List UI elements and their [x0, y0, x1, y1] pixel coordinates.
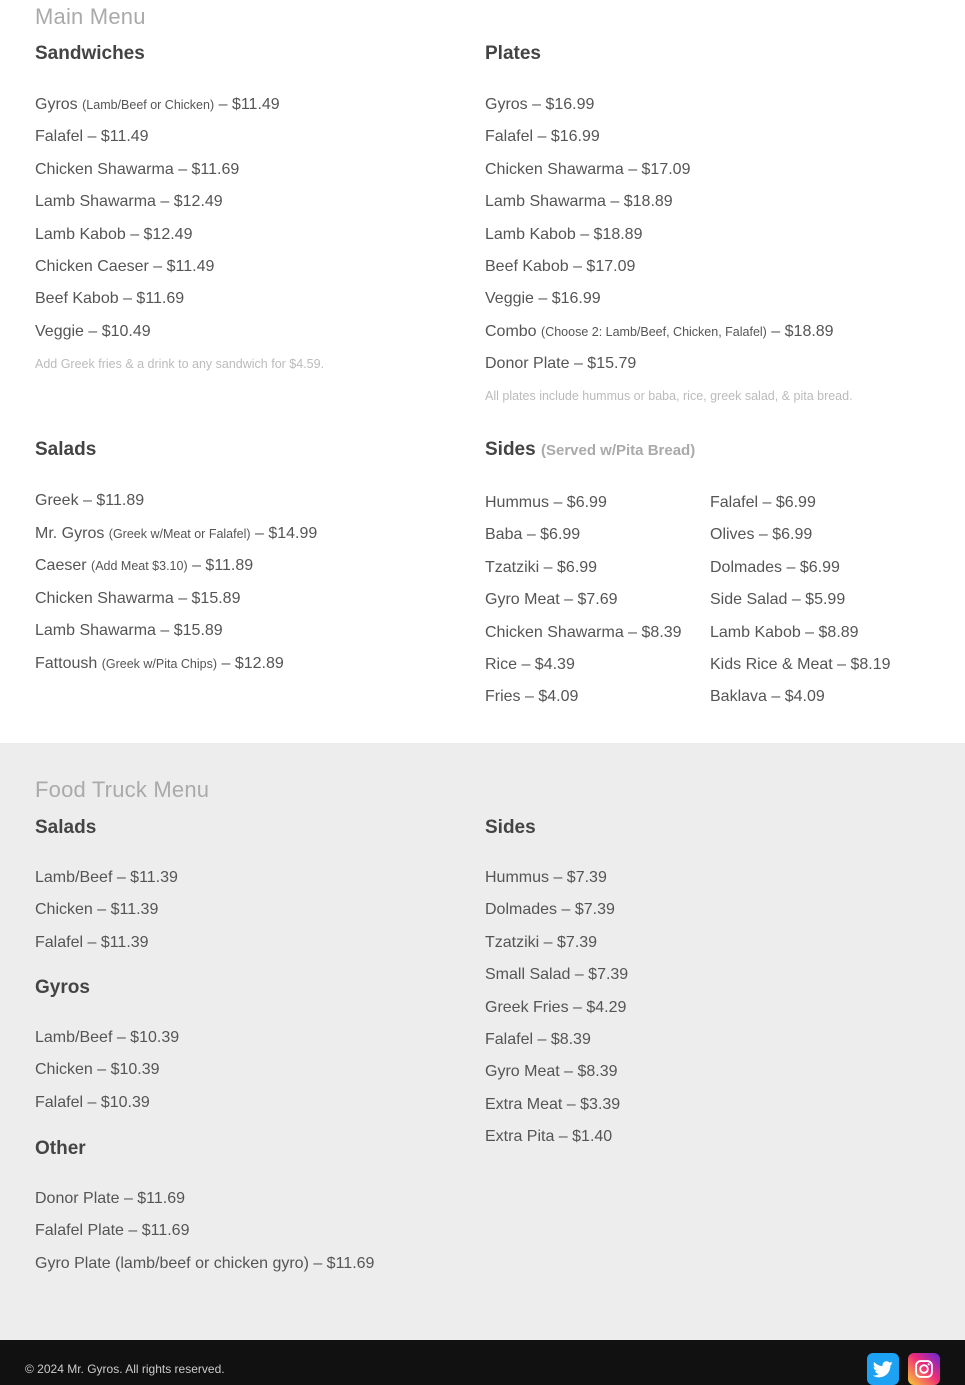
menu-item-price: – $11.49	[87, 128, 149, 146]
menu-item: Small Salad – $7.39	[485, 966, 629, 984]
plates-list	[485, 89, 834, 381]
menu-item-name: Lamb Shawarma	[35, 193, 156, 211]
plates-heading: Plates	[485, 43, 541, 64]
menu-item	[35, 219, 280, 251]
menu-item-price: – $11.49	[218, 96, 280, 113]
menu-item-price: – $14.99	[254, 524, 318, 542]
menu-item: Olives – $6.99	[710, 526, 813, 544]
menu-item-price: – $18.89	[610, 193, 673, 211]
menu-item: Gyro Meat – $8.39	[485, 1063, 618, 1081]
menu-item-name: Beef Kabob	[485, 258, 569, 276]
menu-item-price: – $15.79	[573, 355, 637, 373]
menu-item-name: Caeser	[35, 557, 87, 575]
menu-item-name: Veggie	[35, 322, 84, 340]
menu-item-price: – $16.99	[537, 128, 600, 146]
menu-item: Gyro Meat – $7.69	[485, 591, 618, 609]
menu-item-price: – $17.09	[628, 160, 691, 178]
menu-item	[485, 283, 834, 315]
menu-item	[35, 283, 280, 315]
menu-item: Hummus – $7.39	[485, 869, 607, 886]
menu-item	[35, 583, 317, 616]
sides-title: Sides	[485, 439, 536, 460]
menu-item-price: – $17.09	[573, 258, 636, 276]
menu-item	[485, 348, 834, 380]
menu-item-detail: (Greek w/Pita Chips)	[101, 656, 218, 671]
menu-item: Fries – $4.09	[485, 688, 579, 706]
menu-item: Falafel – $10.39	[35, 1093, 150, 1111]
truck-gyros-heading: Gyros	[35, 977, 90, 998]
truck-gyros-list	[35, 1022, 179, 1119]
menu-item-name: Lamb Shawarma	[35, 622, 156, 640]
menu-item-name: Fattoush	[35, 654, 98, 672]
truck-sides-heading: Sides	[485, 817, 536, 838]
truck-salads-list	[35, 862, 178, 959]
menu-item-name: Gyros	[485, 96, 528, 113]
menu-item	[485, 89, 834, 121]
menu-item: Falafel Plate – $11.69	[35, 1222, 190, 1240]
truck-other-heading: Other	[35, 1138, 86, 1159]
menu-item	[35, 550, 317, 583]
menu-item: Rice – $4.39	[485, 656, 575, 674]
menu-item-price: – $11.69	[123, 290, 185, 308]
menu-item	[35, 121, 280, 153]
menu-item: Baba – $6.99	[485, 526, 581, 544]
menu-item: Extra Meat – $3.39	[485, 1095, 621, 1113]
menu-item: Extra Pita – $1.40	[485, 1128, 613, 1146]
menu-item-price: – $11.49	[153, 258, 215, 276]
menu-item	[35, 648, 317, 681]
footer	[0, 1340, 965, 1385]
menu-item-name: Lamb Kabob	[485, 225, 576, 243]
menu-item: Dolmades – $6.99	[710, 558, 840, 576]
menu-item-price: – $12.49	[130, 225, 193, 243]
menu-item: Dolmades – $7.39	[485, 901, 615, 919]
menu-item: Gyro Plate (lamb/beef or chicken gyro) – $11.69	[35, 1254, 375, 1272]
menu-item	[485, 316, 834, 348]
menu-item	[485, 121, 834, 153]
menu-item-name: Beef Kabob	[35, 290, 119, 308]
menu-item	[35, 518, 317, 551]
sandwiches-list	[35, 89, 280, 348]
menu-item-name: Chicken Shawarma	[35, 589, 174, 607]
menu-item-detail: (Add Meat $3.10)	[91, 559, 188, 574]
menu-item: Chicken – $11.39	[35, 901, 159, 919]
salads-heading: Salads	[35, 439, 97, 460]
truck-sides-list	[485, 862, 628, 1154]
sides-heading	[485, 439, 695, 461]
menu-item-price: – $16.99	[538, 290, 601, 308]
menu-item	[35, 615, 317, 648]
menu-item: Lamb Kabob – $8.89	[710, 623, 859, 641]
menu-item	[485, 251, 834, 283]
menu-item-name: Chicken Shawarma	[485, 160, 624, 178]
menu-item-price: – $18.89	[580, 225, 643, 243]
menu-item-name: Falafel	[35, 128, 84, 146]
menu-item-price: – $11.89	[83, 492, 145, 509]
menu-item: Kids Rice & Meat – $8.19	[710, 656, 891, 674]
menu-item-price: – $12.89	[221, 654, 284, 672]
instagram-camera-glyph	[914, 1359, 934, 1379]
menu-item-name: Veggie	[485, 290, 534, 308]
truck-other-list	[35, 1183, 374, 1280]
copyright-text: © 2024 Mr. Gyros. All rights reserved.	[25, 1362, 225, 1376]
menu-item: Hummus – $6.99	[485, 494, 607, 511]
twitter-icon[interactable]	[867, 1353, 899, 1385]
menu-item: Falafel – $6.99	[710, 494, 816, 511]
food-truck-title: Food Truck Menu	[35, 777, 210, 802]
truck-salads-heading: Salads	[35, 817, 97, 838]
sides-subtitle: (Served w/Pita Bread)	[540, 442, 696, 459]
menu-item	[35, 186, 280, 218]
menu-item-name: Gyros	[35, 96, 78, 113]
menu-item: Tzatziki – $6.99	[485, 558, 598, 576]
sandwiches-note: Add Greek fries & a drink to any sandwich for $4.59.	[35, 357, 325, 371]
menu-item	[485, 154, 834, 186]
instagram-icon[interactable]	[908, 1353, 940, 1385]
plates-note: All plates include hummus or baba, rice, greek salad, & pita bread.	[485, 389, 853, 403]
menu-item-detail: (Greek w/Meat or Falafel)	[108, 526, 251, 541]
menu-item	[485, 219, 834, 251]
menu-item-price: – $11.69	[178, 160, 240, 178]
menu-item	[35, 251, 280, 283]
menu-item-detail: (Lamb/Beef or Chicken)	[82, 98, 215, 112]
menu-item-name: Donor Plate	[485, 355, 570, 373]
menu-item: Lamb/Beef – $11.39	[35, 869, 178, 886]
menu-item-name: Lamb Shawarma	[485, 193, 606, 211]
menu-item-price: – $15.89	[160, 622, 223, 640]
menu-item: Falafel – $8.39	[485, 1031, 591, 1049]
menu-item-name: Falafel	[485, 128, 534, 146]
menu-item: Chicken – $10.39	[35, 1061, 160, 1079]
menu-item-name: Combo	[485, 322, 537, 340]
twitter-bird-glyph	[873, 1361, 893, 1378]
sides-list-col1	[485, 487, 682, 714]
menu-item: Tzatziki – $7.39	[485, 933, 598, 951]
menu-item-price: – $15.89	[178, 589, 241, 607]
menu-item-name: Greek	[35, 492, 79, 509]
menu-item: Chicken Shawarma – $8.39	[485, 623, 682, 641]
sandwiches-heading: Sandwiches	[35, 43, 145, 64]
menu-item	[35, 485, 317, 518]
menu-item-price: – $16.99	[532, 96, 595, 113]
menu-item-detail: (Choose 2: Lamb/Beef, Chicken, Falafel)	[541, 324, 767, 339]
menu-item	[35, 316, 280, 348]
menu-item: Greek Fries – $4.29	[485, 998, 627, 1016]
menu-item: Falafel – $11.39	[35, 933, 149, 951]
main-menu-title: Main Menu	[35, 4, 146, 29]
menu-item-price: – $18.89	[771, 322, 834, 340]
sides-list-col2	[710, 487, 891, 714]
menu-item-name: Chicken Caeser	[35, 258, 149, 276]
menu-item-name: Chicken Shawarma	[35, 160, 174, 178]
menu-item-price: – $12.49	[160, 193, 223, 211]
menu-item	[485, 186, 834, 218]
menu-item-price: – $11.89	[192, 557, 254, 575]
food-truck-section	[0, 743, 965, 1340]
menu-item-price: – $10.49	[88, 322, 151, 340]
menu-item: Side Salad – $5.99	[710, 591, 846, 609]
menu-item	[35, 89, 280, 121]
menu-item	[35, 154, 280, 186]
salads-list	[35, 485, 317, 681]
menu-item: Baklava – $4.09	[710, 688, 825, 706]
menu-item: Lamb/Beef – $10.39	[35, 1029, 180, 1046]
menu-item-name: Lamb Kabob	[35, 225, 126, 243]
menu-item-name: Mr. Gyros	[35, 524, 105, 542]
menu-item: Donor Plate – $11.69	[35, 1190, 186, 1207]
